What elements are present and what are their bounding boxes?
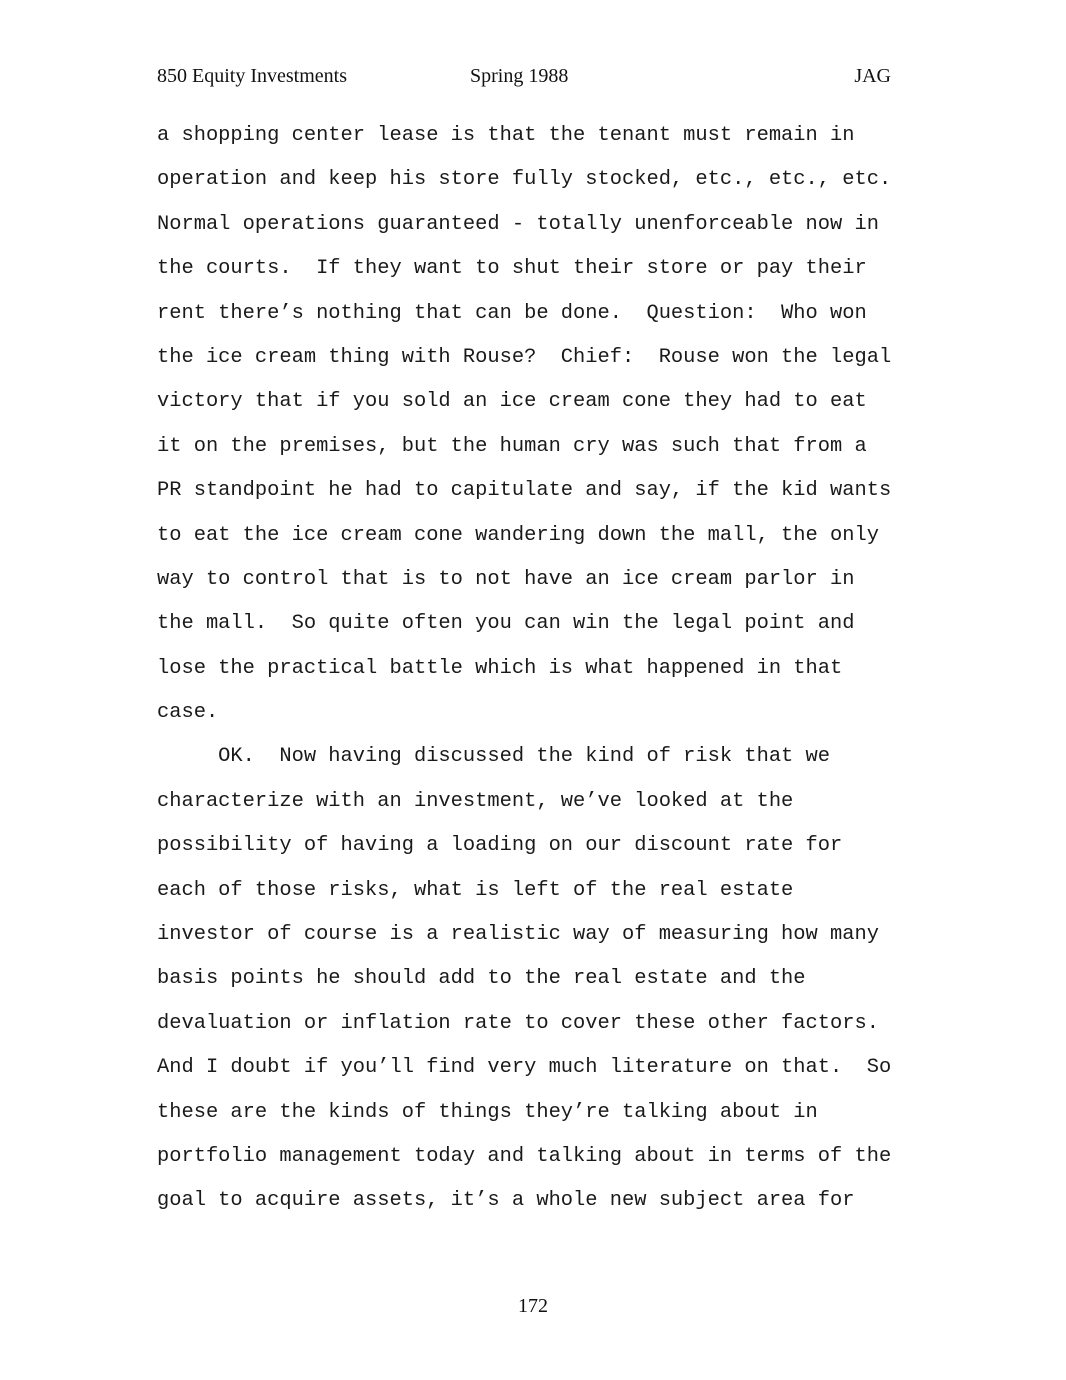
text-line: basis points he should add to the real estate and the [157,967,806,991]
text-line: the mall. So quite often you can win the legal point and [157,612,855,636]
page-header [157,62,891,90]
header-initials: JAG [854,65,891,87]
text-line: rent there’s nothing that can be done. Question: Who won [157,301,867,325]
page-number: 172 [518,1295,548,1317]
text-line: it on the premises, but the human cry was such that from a [157,434,867,458]
header-course: 850 Equity Investments [157,65,347,87]
text-line: each of those risks, what is left of the real estate [157,878,794,902]
text-line: portfolio management today and talking about in terms of the [157,1144,892,1168]
text-line: victory that if you sold an ice cream cone they had to eat [157,390,867,414]
body-text [157,114,917,1224]
text-line: operation and keep his store fully stocked, etc., etc., etc. [157,168,892,192]
text-line: Normal operations guaranteed - totally unenforceable now in [157,212,879,236]
text-line: investor of course is a realistic way of measuring how many [157,923,879,947]
text-line: And I doubt if you’ll find very much literature on that. So [157,1056,892,1080]
text-line: a shopping center lease is that the tenant must remain in [157,124,855,147]
text-line: these are the kinds of things they’re talking about in [157,1100,818,1124]
text-line: possibility of having a loading on our discount rate for [157,834,843,858]
text-line: PR standpoint he had to capitulate and say, if the kid wants [157,479,892,503]
text-line: to eat the ice cream cone wandering down the mall, the only [157,523,879,547]
text-line: devaluation or inflation rate to cover these other factors. [157,1011,879,1035]
text-line: way to control that is to not have an ice cream parlor in [157,567,855,591]
text-line: lose the practical battle which is what happened in that [157,656,843,680]
text-line: case. [157,701,219,725]
text-line: OK. Now having discussed the kind of risk that we [157,745,831,769]
header-term: Spring 1988 [470,65,569,87]
text-line: the courts. If they want to shut their store or pay their [157,257,867,281]
text-line: the ice cream thing with Rouse? Chief: Rouse won the legal [157,345,892,369]
text-line: characterize with an investment, we’ve looked at the [157,789,794,813]
text-line: goal to acquire assets, it’s a whole new subject area for [157,1189,855,1213]
